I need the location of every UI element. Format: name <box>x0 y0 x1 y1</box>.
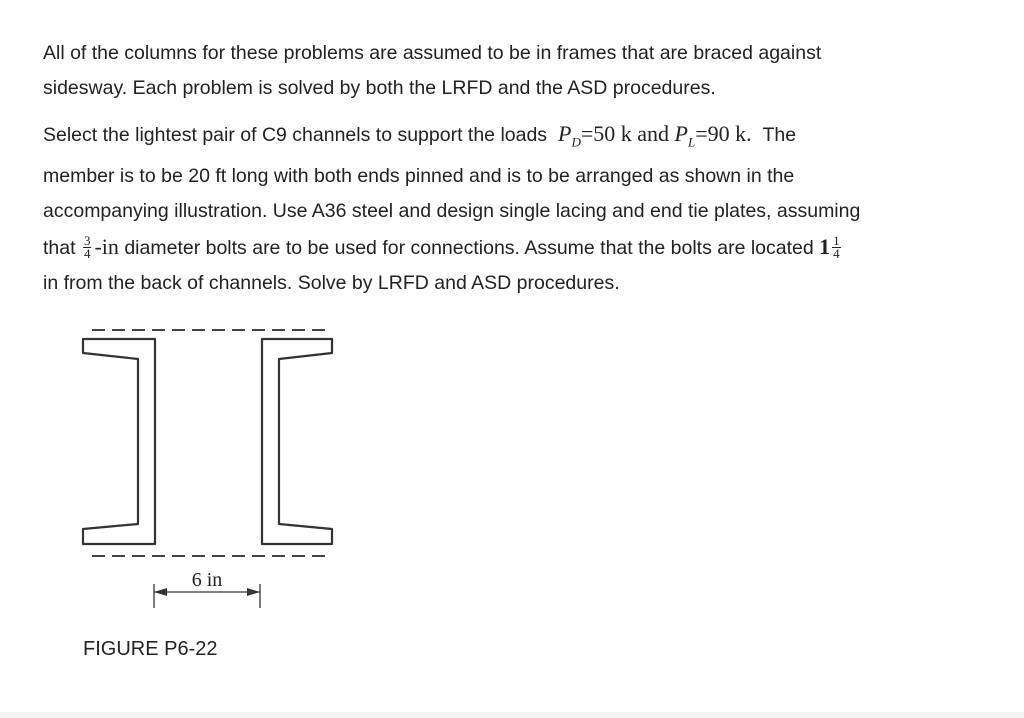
dimension-arrow-right <box>247 588 260 596</box>
intro-line-1: All of the columns for these problems are assumed to be in frames that are braced against <box>43 42 822 64</box>
problem-line-1-end: The <box>762 124 797 146</box>
pl-subscript: L <box>687 134 696 150</box>
loads-expression <box>552 121 752 150</box>
channel-section-drawing <box>70 320 360 640</box>
bolt-fraction-denominator: 4 <box>83 245 91 261</box>
pl-value: =90 k. <box>695 121 752 146</box>
location-fraction-denominator: 4 <box>833 245 840 261</box>
pd-value: =50 k and <box>580 121 675 146</box>
channel-section-figure <box>70 320 360 640</box>
bolt-fraction-numerator: 3 <box>83 232 91 248</box>
pl-symbol: P <box>674 121 688 146</box>
problem-line-5: in from the back of channels. Solve by LRFD and ASD procedures. <box>43 272 620 295</box>
problem-line-1-text: Select the lightest pair of C9 channels to support the loads <box>43 124 548 146</box>
problem-line-2: member is to be 20 ft long with both ends pinned and is to be arranged as shown in the <box>43 165 795 188</box>
right-channel-shape <box>262 339 332 544</box>
left-channel-shape <box>83 339 155 544</box>
problem-paragraph <box>43 116 860 301</box>
intro-line-2: sidesway. Each problem is solved by both the LRFD and the ASD procedures. <box>43 77 716 99</box>
location-fraction <box>832 232 841 261</box>
problem-line-4-start: that <box>43 237 76 260</box>
problem-line-1 <box>43 121 797 150</box>
dimension-label: 6 in <box>191 569 223 591</box>
dimension-arrow-left <box>154 588 167 596</box>
pd-subscript: D <box>571 134 581 150</box>
intro-paragraph <box>43 36 821 106</box>
pd-symbol: P <box>557 121 572 146</box>
problem-line-3: accompanying illustration. Use A36 steel and design single lacing and end tie plates, assuming <box>43 200 861 223</box>
location-fraction-numerator: 1 <box>833 232 840 248</box>
bottom-band <box>0 712 1024 718</box>
location-whole-number: 1 <box>819 234 831 260</box>
figure-caption: FIGURE P6-22 <box>83 638 218 660</box>
bolt-fraction <box>83 232 92 261</box>
problem-line-4-mid: diameter bolts are to be used for connections. Assume that the bolts are located <box>124 237 814 260</box>
problem-line-4 <box>43 232 844 261</box>
bolt-unit: -in <box>94 234 119 260</box>
